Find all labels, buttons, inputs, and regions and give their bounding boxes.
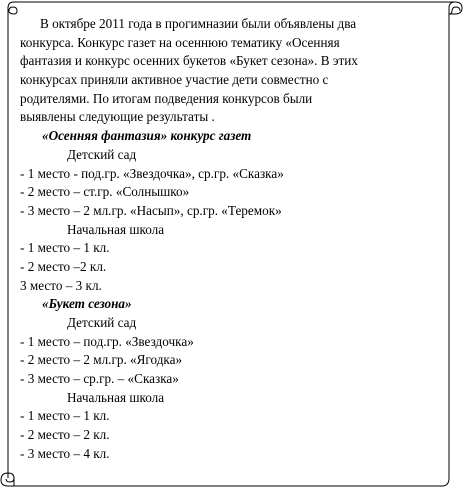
intro-line: фантазия и конкурс осенних букетов «Букет сезона». В этих bbox=[20, 53, 358, 69]
result-item: - 3 место – 4 кл. bbox=[20, 445, 110, 461]
result-item: - 3 место – 2 мл.гр. «Насып», ср.гр. «Теремок» bbox=[20, 202, 282, 218]
scroll-top-roll bbox=[8, 2, 462, 16]
scroll-top-left-curl bbox=[8, 7, 17, 14]
intro-line: родителями. По итогам подведения конкурсов были bbox=[20, 90, 313, 106]
intro-line: В октябре 2011 года в прогимназии были объявлены два bbox=[40, 16, 357, 31]
contest-title-autumn-fantasy: «Осенняя фантазия» конкурс газет bbox=[42, 128, 252, 144]
result-item: - 2 место – ст.гр. «Солнышко» bbox=[20, 184, 190, 200]
group-heading-school: Начальная школа bbox=[67, 389, 165, 405]
result-item: - 3 место – ср.гр. – «Сказка» bbox=[20, 371, 179, 387]
intro-lines bbox=[20, 15, 440, 127]
intro-line: выявлены следующие результаты . bbox=[20, 109, 215, 125]
group-heading-kindergarten: Детский сад bbox=[67, 146, 137, 162]
result-item: - 2 место –2 кл. bbox=[20, 258, 107, 274]
scroll-top-right-curl bbox=[449, 2, 460, 14]
result-item: - 2 место – 2 мл.гр. «Ягодка» bbox=[20, 352, 183, 368]
result-item: - 1 место - под.гр. «Звездочка», ср.гр. «Сказка» bbox=[20, 165, 284, 181]
scroll-bottom-roll bbox=[1, 470, 449, 486]
result-item: - 2 место – 2 кл. bbox=[20, 427, 110, 443]
document-body bbox=[20, 15, 440, 464]
contest-title-bouquet: «Букет сезона» bbox=[42, 296, 132, 312]
result-item: 3 место – 3 кл. bbox=[20, 277, 102, 293]
intro-line: конкурсах приняли активное участие дети совместно с bbox=[20, 72, 329, 88]
result-item: - 1 место – 1 кл. bbox=[20, 408, 110, 424]
result-item: - 1 место – 1 кл. bbox=[20, 240, 110, 256]
group-heading-kindergarten: Детский сад bbox=[67, 315, 137, 330]
intro-line: конкурса. Конкурс газет на осеннюю тематику «Осенняя bbox=[20, 34, 340, 50]
group-heading-school: Начальная школа bbox=[67, 221, 165, 237]
result-item: - 1 место – под.гр. «Звездочка» bbox=[20, 333, 194, 349]
